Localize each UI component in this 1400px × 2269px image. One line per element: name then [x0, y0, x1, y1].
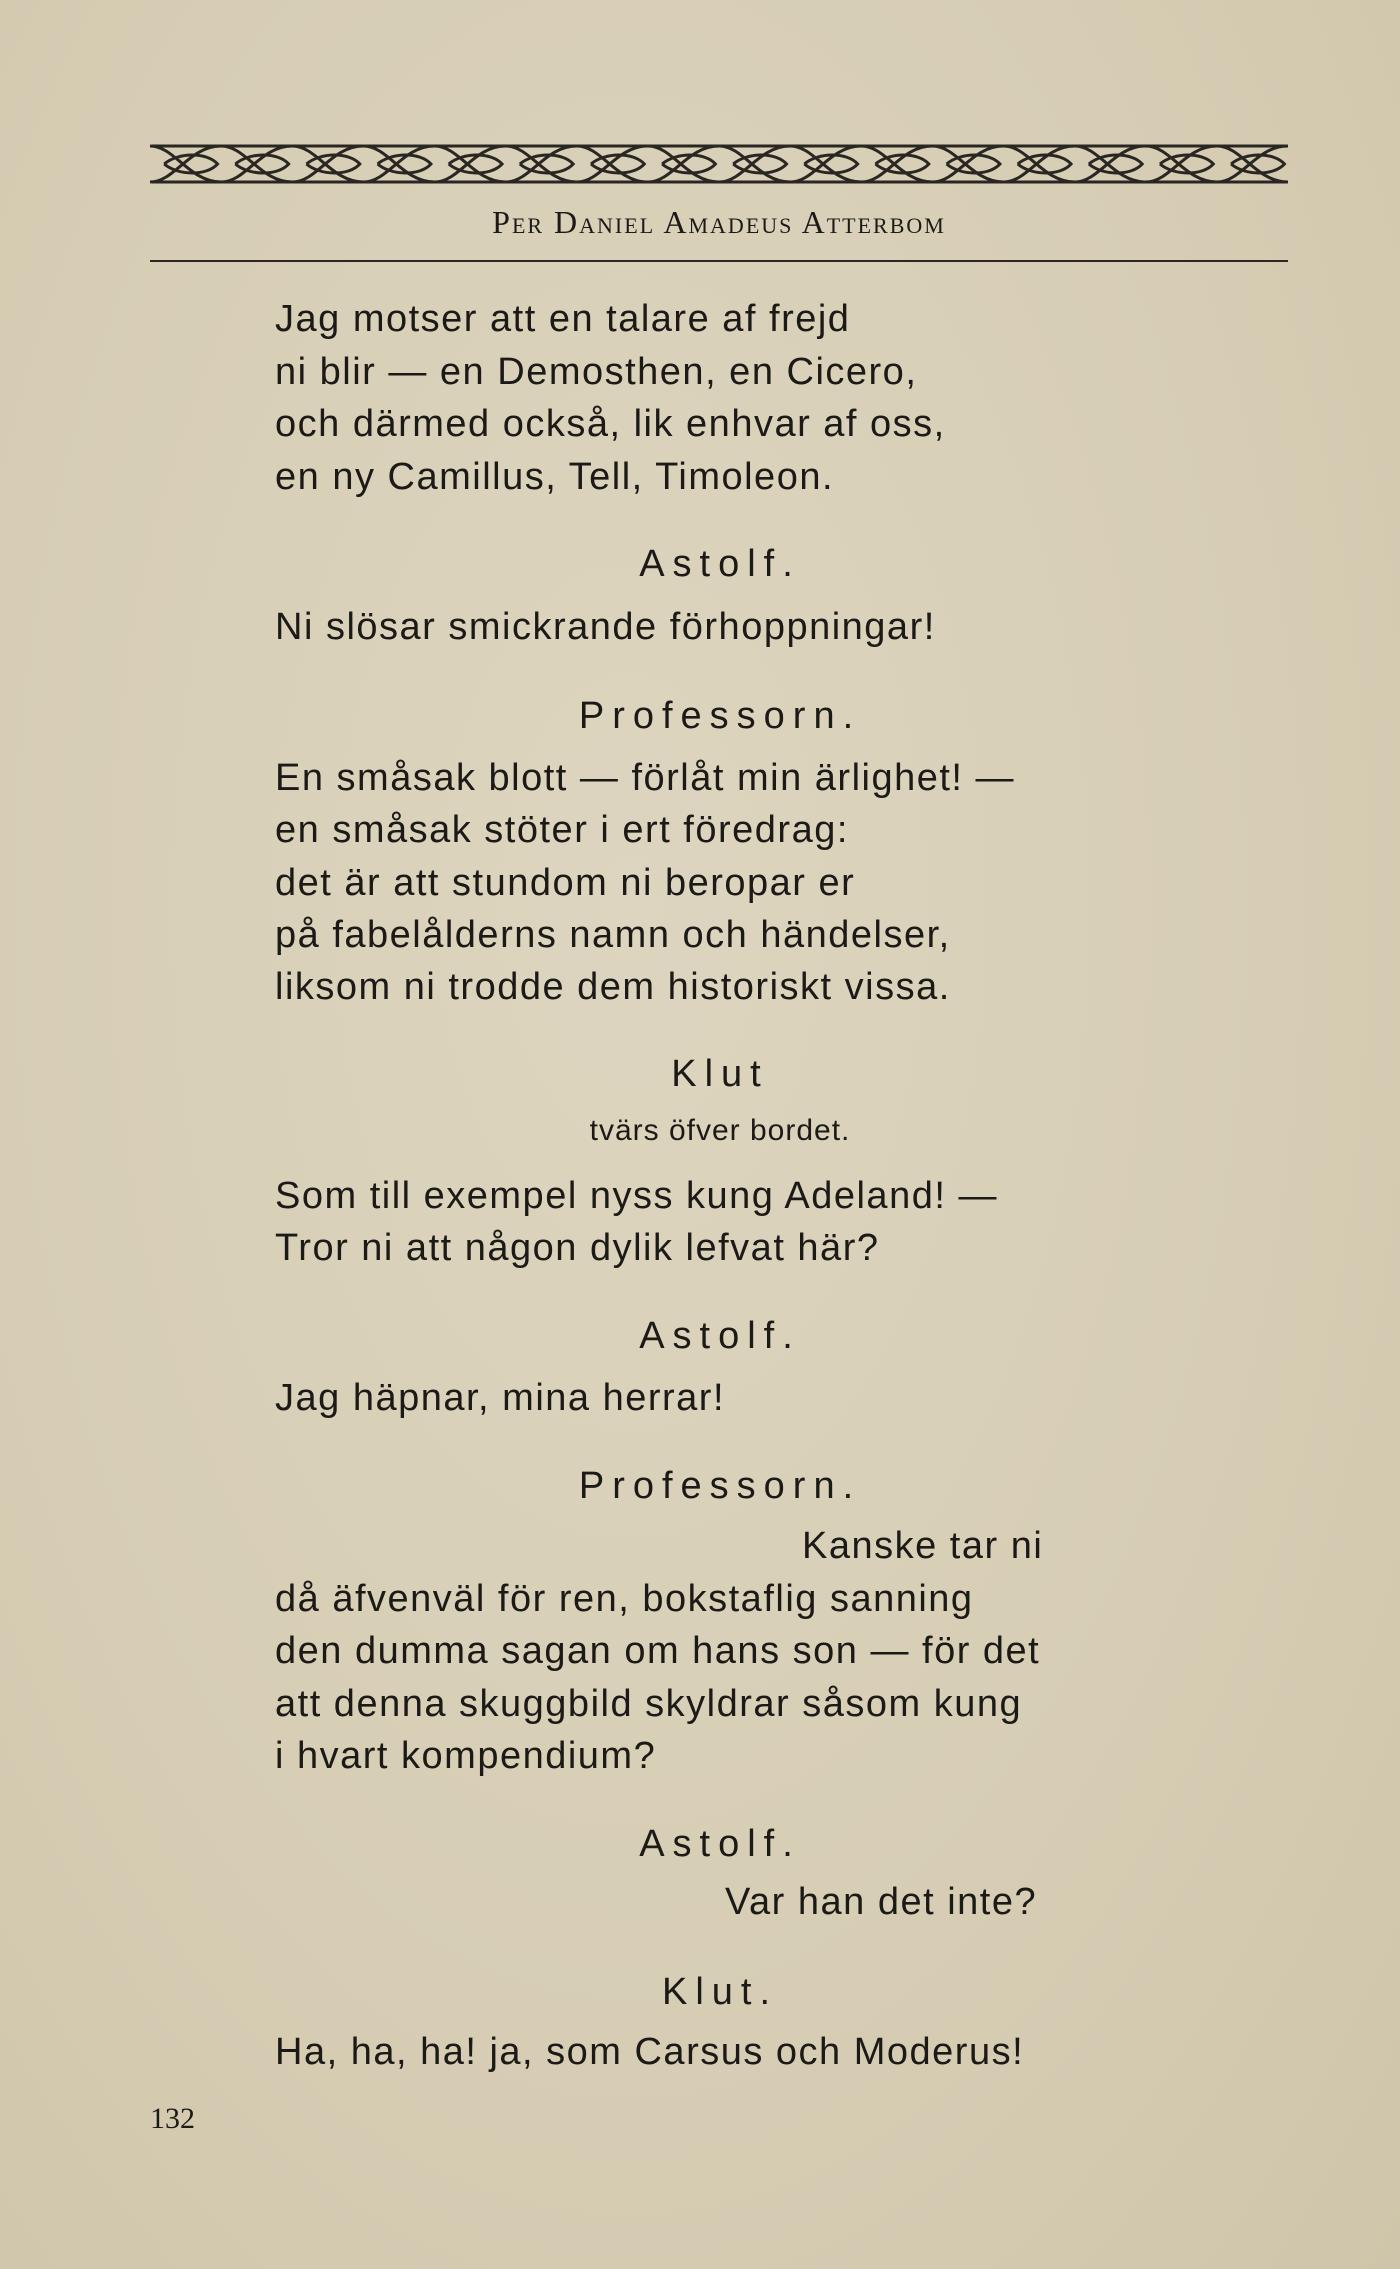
running-head: Per Daniel Amadeus Atterbom: [492, 204, 946, 240]
verse-line: liksom ni trodde dem historiskt vissa.: [275, 966, 951, 1008]
ornament-loop: [363, 146, 434, 182]
verse-line: Kanske tar ni: [802, 1525, 1044, 1567]
ornament-loop: [577, 146, 648, 182]
verse-line: på fabelålderns namn och händelser,: [275, 914, 951, 956]
decorative-ornament: [150, 138, 1288, 188]
verse-line: då äfvenväl för ren, bokstaflig sanning: [275, 1578, 974, 1620]
ornament-loop: [790, 146, 861, 182]
ornament-loop: [861, 146, 932, 182]
ornament-loop: [719, 146, 790, 182]
verse-line: och därmed också, lik enhvar af oss,: [275, 403, 946, 445]
ornament-loop: [506, 146, 577, 182]
speaker-name: Astolf.: [639, 1823, 801, 1865]
ornament-loop: [1217, 146, 1288, 182]
verse-line: Ni slösar smickrande förhoppningar!: [275, 606, 936, 648]
verse-line: i hvart kompendium?: [275, 1735, 657, 1777]
ornament-loop: [1146, 146, 1217, 182]
verse-line: att denna skuggbild skyldrar såsom kung: [275, 1683, 1023, 1725]
verse-line: det är att stundom ni beropar er: [275, 862, 856, 904]
verse-line: Var han det inte?: [725, 1881, 1038, 1923]
speaker-name: Klut.: [661, 1971, 779, 2013]
verse-line: den dumma sagan om hans son — för det: [275, 1630, 1041, 1672]
ornament-loop: [1075, 146, 1146, 182]
verse-line: ni blir — en Demosthen, en Cicero,: [275, 351, 918, 393]
verse-line: Som till exempel nyss kung Adeland! —: [275, 1175, 998, 1217]
speaker-name: Professorn.: [578, 1465, 862, 1507]
speaker-name: Astolf.: [639, 543, 801, 585]
ornament-loop: [150, 146, 221, 182]
speaker-name: Klut: [671, 1053, 769, 1095]
verse-line: Jag motser att en talare af frejd: [275, 298, 851, 340]
stage-direction: tvärs öfver bordet.: [589, 1114, 851, 1147]
speaker-name: Professorn.: [578, 695, 862, 737]
ornament-loop: [1004, 146, 1075, 182]
ornament-loop: [221, 146, 292, 182]
ornament-loop: [292, 146, 363, 182]
verse-line: en småsak stöter i ert föredrag:: [275, 809, 849, 851]
verse-line: Jag häpnar, mina herrar!: [275, 1377, 726, 1419]
verse-line: Ha, ha, ha! ja, som Carsus och Moderus!: [275, 2031, 1025, 2073]
verse-line: En småsak blott — förlåt min ärlighet! —: [275, 757, 1016, 799]
header-rule: [150, 260, 1288, 262]
verse-line: Tror ni att någon dylik lefvat här?: [275, 1227, 880, 1269]
ornament-loop: [648, 146, 719, 182]
ornament-loop: [435, 146, 506, 182]
ornament-loop: [932, 146, 1003, 182]
verse-line: en ny Camillus, Tell, Timoleon.: [275, 456, 835, 498]
page-number: 132: [150, 2102, 195, 2135]
speaker-name: Astolf.: [639, 1315, 801, 1357]
